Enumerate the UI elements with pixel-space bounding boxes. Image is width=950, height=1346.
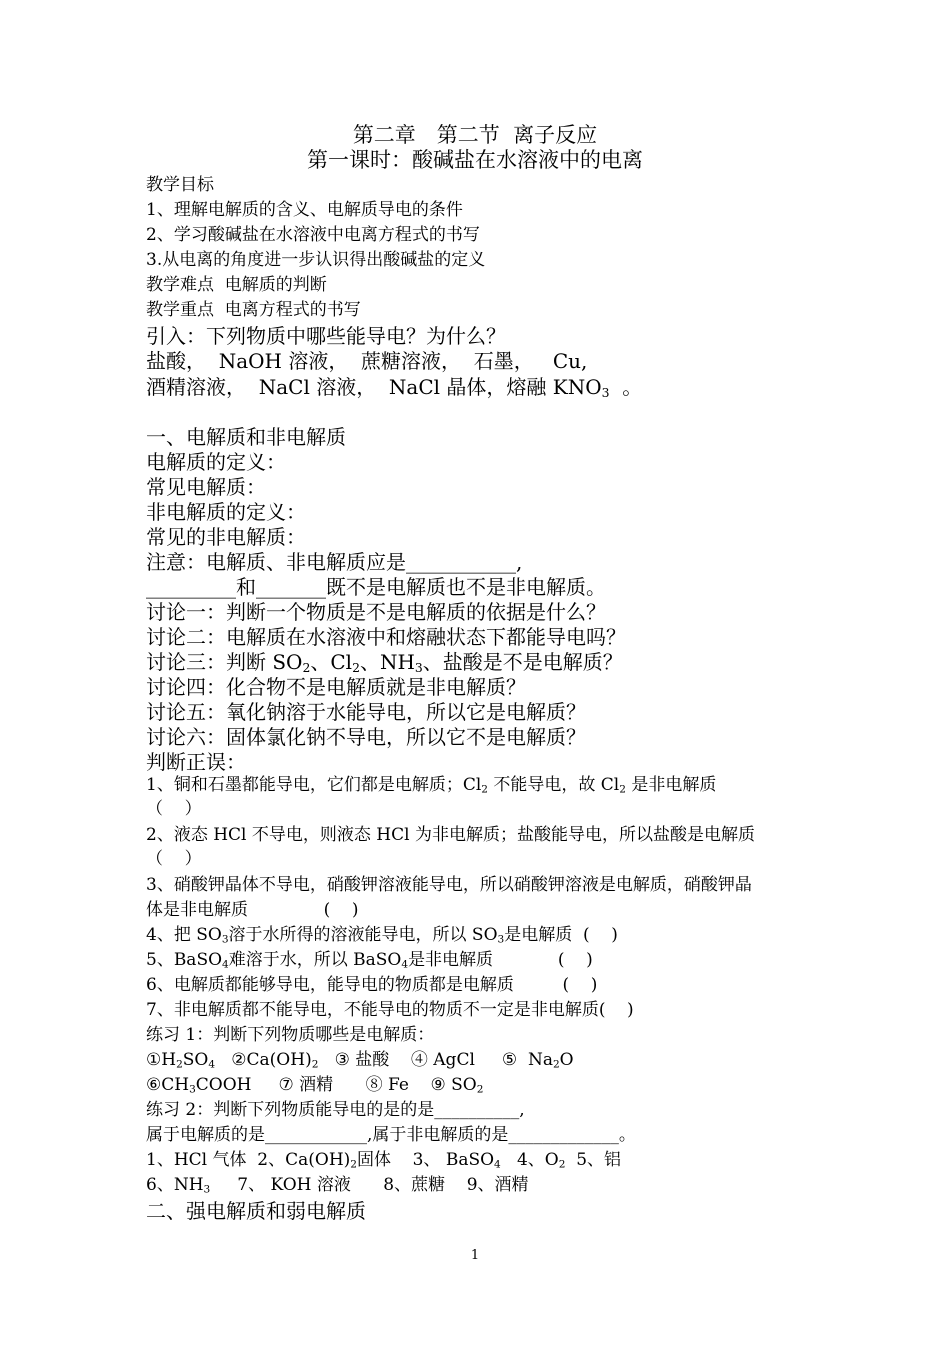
- fill-blank: ___________: [406, 550, 516, 574]
- judge-item-3: 3、硝酸钾晶体不导电，硝酸钾溶液能导电，所以硝酸钾溶液是电解质，硝酸钾晶: [146, 875, 752, 895]
- page-number: 1: [470, 1248, 480, 1263]
- teaching-key-point: 教学重点 电离方程式的书写: [146, 300, 361, 320]
- discussion-5: 讨论五：氧化钠溶于水能导电，所以它是电解质？: [146, 700, 586, 724]
- judge-heading: 判断正误：: [146, 750, 246, 774]
- fill-blank: __________: [434, 1100, 520, 1120]
- fill-blank: _________: [146, 575, 236, 599]
- section-1-heading: 一、电解质和非电解质: [146, 425, 346, 449]
- lesson-subtitle: 第一课时：酸碱盐在水溶液中的电离: [307, 148, 643, 172]
- judge-item-7: 7、非电解质都不能导电，不能导电的物质不一定是非电解质( ): [146, 1000, 634, 1020]
- goals-heading: 教学目标: [146, 175, 214, 195]
- intro-question: 引入：下列物质中哪些能导电？为什么？: [146, 324, 506, 348]
- section-2-heading: 二、强电解质和弱电解质: [146, 1199, 366, 1223]
- judge-item-2: 2、液态 HCl 不导电，则液态 HCl 为非电解质；盐酸能导电，所以盐酸是电解质: [146, 825, 755, 845]
- goal-3: 3.从电离的角度进一步认识得出酸碱盐的定义: [146, 250, 486, 270]
- goal-1: 1、理解电解质的含义、电解质导电的条件: [146, 200, 463, 220]
- intro-line-2: 酒精溶液， NaCl 溶液， NaCl 晶体，熔融 $KNO_3$ 。: [146, 375, 643, 401]
- chapter-title: 第二章 第二节 离子反应: [352, 123, 598, 147]
- exercise-2-items-2: 6、$NH_3$ 7、 KOH 溶液 8、蔗糖 9、酒精: [146, 1175, 529, 1196]
- answer-parens: （ ）: [146, 799, 202, 819]
- judge-item-5: 5、BaSO$_4$难溶于水，所以 BaSO$_4$是非电解质 ( ): [146, 950, 593, 971]
- answer-parens: （ ）: [146, 849, 202, 869]
- fill-blank: _____________: [508, 1125, 619, 1145]
- discussion-2: 讨论二：电解质在水溶液中和熔融状态下都能导电吗？: [146, 625, 626, 649]
- discussion-1: 讨论一：判断一个物质是不是电解质的依据是什么？: [146, 600, 606, 624]
- electrolyte-definition: 电解质的定义：: [146, 450, 286, 474]
- common-electrolytes: 常见电解质：: [146, 475, 266, 499]
- note-line-1: 注意：电解质、非电解质应是___________,: [146, 550, 523, 574]
- goal-2: 2、学习酸碱盐在水溶液中电离方程式的书写: [146, 225, 480, 245]
- judge-item-6: 6、电解质都能够导电，能导电的物质都是电解质 ( ): [146, 975, 598, 995]
- exercise-1-row-1: $①H_2SO_4$ $②Ca(OH)_2$ ③ 盐酸 ④ AgCl ⑤ $Na_2O$: [146, 1050, 574, 1071]
- judge-item-4: 4、把 $SO_3$溶于水所得的溶液能导电，所以 $SO_3$是电解质 ( ): [146, 925, 618, 946]
- exercise-2-items-1: 1、HCl 气体 2、$Ca(OH)_2$固体 3、 BaSO$_4$ 4、$O_2$ 5、铝: [146, 1150, 622, 1171]
- exercise-1-heading: 练习 1：判断下列物质哪些是电解质：: [146, 1025, 435, 1045]
- non-electrolyte-definition: 非电解质的定义：: [146, 500, 306, 524]
- exercise-2-line-2: 属于电解质的是____________,属于非电解质的是_____________。: [146, 1125, 636, 1145]
- intro-line-1: 盐酸， NaOH 溶液， 蔗糖溶液， 石墨， Cu,: [146, 349, 588, 373]
- discussion-3: 讨论三：判断 $SO_2$、$Cl_2$、$NH_3$、盐酸是不是电解质？: [146, 650, 623, 676]
- note-line-2: _________和_______既不是电解质也不是非电解质。: [146, 575, 606, 599]
- discussion-6: 讨论六：固体氯化钠不导电，所以它不是电解质？: [146, 725, 586, 749]
- fill-blank: ____________: [265, 1125, 367, 1145]
- exercise-1-row-2: $⑥CH_3COOH$ ⑦ 酒精 ⑧ Fe ⑨ $SO_2$: [146, 1075, 484, 1096]
- fill-blank: _______: [256, 575, 326, 599]
- exercise-2-heading: 练习 2：判断下列物质能导电的是的是__________,: [146, 1100, 525, 1120]
- teaching-difficulty: 教学难点 电解质的判断: [146, 275, 327, 295]
- discussion-4: 讨论四：化合物不是电解质就是非电解质？: [146, 675, 526, 699]
- common-non-electrolytes: 常见的非电解质：: [146, 525, 306, 549]
- judge-item-3-cont: 体是非电解质 ( ): [146, 900, 359, 920]
- judge-item-1: 1、铜和石墨都能导电，它们都是电解质；$Cl_2$ 不能导电，故 $Cl_2$ 是非电解质: [146, 775, 717, 796]
